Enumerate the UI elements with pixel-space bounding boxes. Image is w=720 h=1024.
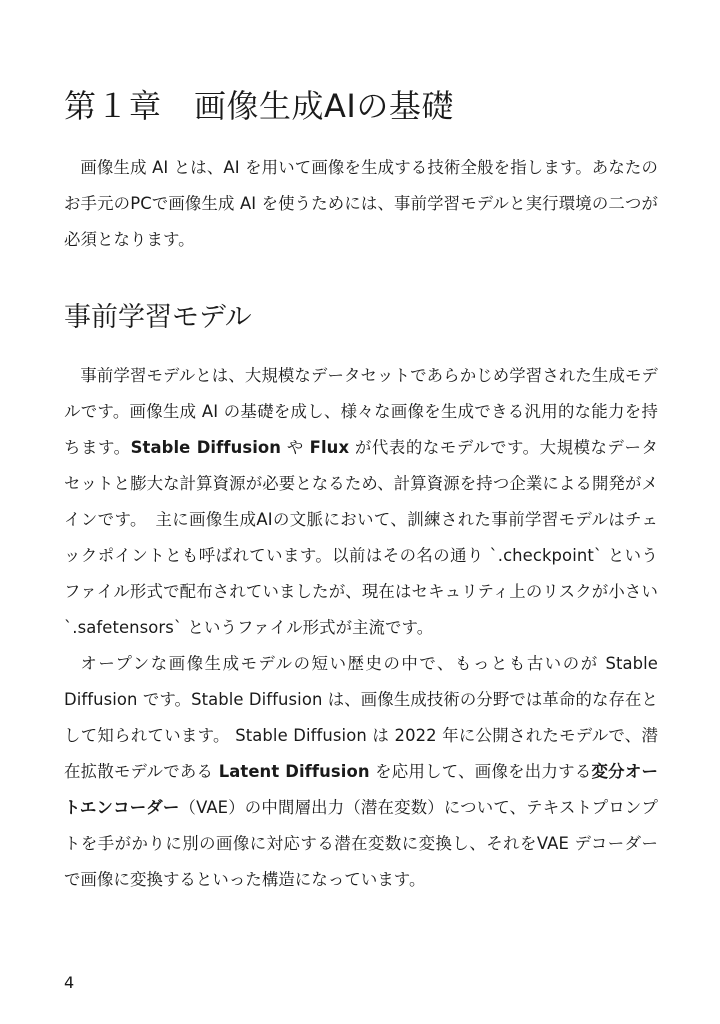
intro-paragraph: 画像生成 AI とは、AI を用いて画像を生成する技術全般を指します。あなたのお手元のPCで画像生成 AI を使うためには、事前学習モデルと実行環境の二つが必須となります。 [64, 158, 658, 249]
paragraph-text: や [281, 438, 310, 457]
bold-term-flux: Flux [309, 438, 350, 457]
bold-term-vae: 変分オートエンコーダー [64, 762, 658, 817]
paragraph-text: が代表的なモデルです。大規模なデータセットと膨大な計算資源が必要となるため、計算資源を持つ企業による開発がメインです。 主に画像生成AIの文脈において、訓練された事前学習モデルはチェックポイントとも呼ばれています。以前はその名の通り `.checkpoint` というファイル形式で配布されていましたが、現在はセキュリティ上のリスクが小さい `.safetensors` というファイル形式が主流です。 [64, 438, 658, 637]
paragraph-text: オープンな画像生成モデルの短い歴史の中で、もっとも古いのが Stable Diffusion です。Stable Diffusion は、画像生成技術の分野では革命的な存在として知られています。 Stable Diffusion は 2022 年に公開されたモデルで、潜在拡散モデルである [64, 654, 658, 781]
bold-term-stable-diffusion: Stable Diffusion [130, 438, 282, 457]
page-number: 4 [64, 973, 75, 992]
bold-term-latent-diffusion: Latent Diffusion [218, 762, 370, 781]
pretrained-model-paragraph [64, 358, 658, 646]
paragraph-text: （VAE）の中間層出力（潜在変数）について、テキストプロンプトを手がかりに別の画像に対応する潜在変数に変換し、それをVAE デコーダーで画像に変換するといった構造になっています。 [64, 798, 658, 889]
stable-diffusion-history-paragraph [64, 646, 658, 898]
section-title: 事前学習モデル [64, 302, 252, 333]
paragraph-text: を応用して、画像を出力する [369, 762, 592, 781]
chapter-title: 第１章 画像生成AIの基礎 [64, 87, 454, 125]
page-body [64, 84, 658, 898]
paragraph-text: 事前学習モデルとは、大規模なデータセットであらかじめ学習された生成モデルです。画像生成 AI の基礎を成し、様々な画像を生成できる汎用的な能力を持ちます。 [64, 366, 658, 457]
